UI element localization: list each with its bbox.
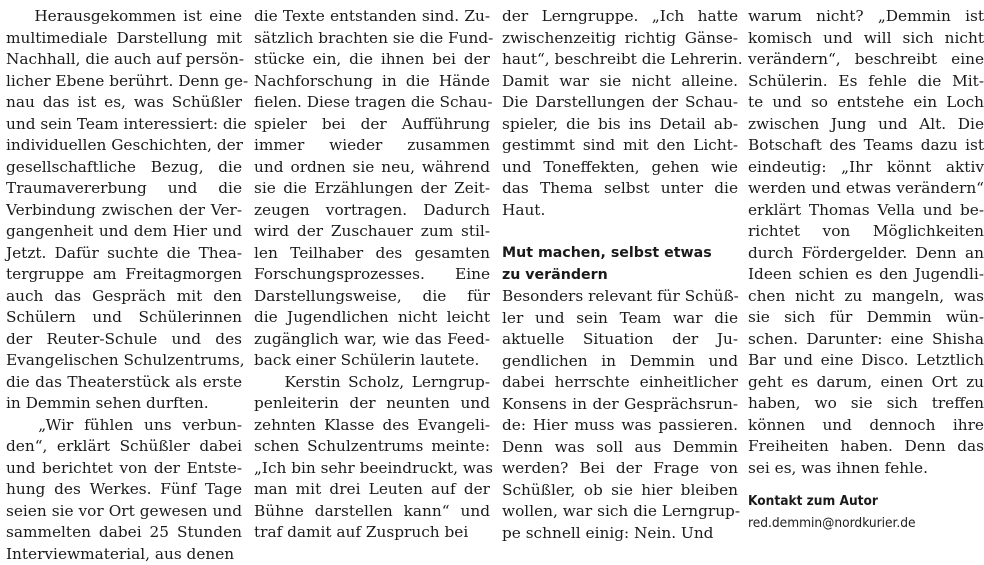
text-line: durch Fördergelder. Denn an bbox=[748, 243, 984, 265]
text-line: Haut. bbox=[502, 200, 738, 222]
text-line: chen nicht zu mangeln, was bbox=[748, 286, 984, 308]
text-line: Botschaft des Teams dazu ist bbox=[748, 135, 984, 157]
text-line: eindeutig: „Ihr könnt aktiv bbox=[748, 157, 984, 179]
text-line: verändern“, beschreibt eine bbox=[748, 49, 984, 71]
text-line: zwischen Jung und Alt. Die bbox=[748, 114, 984, 136]
text-line: gesellschaftliche Bezug, die bbox=[6, 157, 242, 179]
text-line: fielen. Diese tragen die Schau- bbox=[254, 92, 490, 114]
text-line: geht es darum, einen Ort zu bbox=[748, 372, 984, 394]
text-line: komisch und will sich nicht bbox=[748, 28, 984, 50]
text-line: und berichtet von der Entste- bbox=[6, 458, 242, 480]
text-line: sie die Erzählungen der Zeit- bbox=[254, 178, 490, 200]
text-line: warum nicht? „Demmin ist bbox=[748, 6, 984, 28]
text-line: und Toneffekten, gehen wie bbox=[502, 157, 738, 179]
text-line: sei es, was ihnen fehle. bbox=[748, 458, 984, 480]
text-line: „Ich bin sehr beeindruckt, was bbox=[254, 458, 490, 480]
text-line: zugänglich war, wie das Feed- bbox=[254, 329, 490, 351]
article-column-2 bbox=[254, 6, 490, 544]
text-line: schen. Darunter: eine Shisha bbox=[748, 329, 984, 351]
text-line: richtet von Möglichkeiten bbox=[748, 221, 984, 243]
text-line: pe schnell einig: Nein. Und bbox=[502, 523, 738, 545]
text-line: schen Schulzentrums meinte: bbox=[254, 436, 490, 458]
text-line: können und dennoch ihre bbox=[748, 415, 984, 437]
text-line: der Reuter-Schule und des bbox=[6, 329, 242, 351]
text-line: Denn was soll aus Demmin bbox=[502, 437, 738, 459]
text-line: Konsens in der Gesprächsrun- bbox=[502, 394, 738, 416]
text-line: werden? Bei der Frage von bbox=[502, 458, 738, 480]
text-line: „Wir fühlen uns verbun- bbox=[6, 415, 242, 437]
text-line: die das Theaterstück als erste bbox=[6, 372, 242, 394]
text-line: Ideen schien es den Jugendli- bbox=[748, 264, 984, 286]
text-line: immer wieder zusammen bbox=[254, 135, 490, 157]
text-line: Herausgekommen ist eine bbox=[6, 6, 242, 28]
text-line: Nachhall, die auch auf persön- bbox=[6, 49, 242, 71]
text-line: dabei herrschte einheitlicher bbox=[502, 372, 738, 394]
text-line: Schüßler, ob sie hier bleiben bbox=[502, 480, 738, 502]
text-line: sammelten dabei 25 Stunden bbox=[6, 522, 242, 544]
text-line: Schülern und Schülerinnen bbox=[6, 307, 242, 329]
text-line: sie sich für Demmin wün- bbox=[748, 307, 984, 329]
text-line: zwischenzeitig richtig Gänse- bbox=[502, 28, 738, 50]
text-line: Damit war sie nicht alleine. bbox=[502, 71, 738, 93]
text-line: zeugen vortragen. Dadurch bbox=[254, 200, 490, 222]
text-line: den“, erklärt Schüßler dabei bbox=[6, 436, 242, 458]
text-line: Bar und eine Disco. Letztlich bbox=[748, 350, 984, 372]
text-line: Darstellungsweise, die für bbox=[254, 286, 490, 308]
text-line: der Lerngruppe. „Ich hatte bbox=[502, 6, 738, 28]
text-line: gangenheit und dem Hier und bbox=[6, 221, 242, 243]
text-line: aktuelle Situation der Ju- bbox=[502, 329, 738, 351]
text-line: nau das ist es, was Schüßler bbox=[6, 92, 242, 114]
text-line: spieler bei der Aufführung bbox=[254, 114, 490, 136]
text-line: sätzlich brachten sie die Fund- bbox=[254, 28, 490, 50]
text-line: stücke ein, die ihnen bei der bbox=[254, 49, 490, 71]
text-line: man mit drei Leuten auf der bbox=[254, 479, 490, 501]
article-column-3 bbox=[502, 6, 738, 544]
text-line: zehnten Klasse des Evangeli- bbox=[254, 415, 490, 437]
text-line: multimediale Darstellung mit bbox=[6, 28, 242, 50]
text-line: spieler, die bis ins Detail ab- bbox=[502, 114, 738, 136]
text-line: Verbindung zwischen der Ver- bbox=[6, 200, 242, 222]
contact-label: Kontakt zum Autor bbox=[748, 491, 984, 513]
text-line: len Teilhaber des gesamten bbox=[254, 243, 490, 265]
text-line: ler und sein Team war die bbox=[502, 308, 738, 330]
text-line: Besonders relevant für Schüß- bbox=[502, 286, 738, 308]
text-line: haben, wo sie sich treffen bbox=[748, 393, 984, 415]
text-line: wollen, war sich die Lerngrup- bbox=[502, 501, 738, 523]
text-line: individuellen Geschichten, der bbox=[6, 135, 242, 157]
text-line: de: Hier muss was passieren. bbox=[502, 415, 738, 437]
text-line: Kerstin Scholz, Lerngrup- bbox=[254, 372, 490, 394]
text-line: die Texte entstanden sind. Zu- bbox=[254, 6, 490, 28]
text-line: Die Darstellungen der Schau- bbox=[502, 92, 738, 114]
article-column-1 bbox=[6, 6, 242, 565]
text-line: haut“, beschreibt die Lehrerin. bbox=[502, 49, 738, 71]
text-line: das Thema selbst unter die bbox=[502, 178, 738, 200]
text-line: in Demmin sehen durften. bbox=[6, 393, 242, 415]
text-line: die Jugendlichen nicht leicht bbox=[254, 307, 490, 329]
text-line: werden und etwas verändern“ bbox=[748, 178, 984, 200]
article-column-4 bbox=[748, 6, 984, 534]
section-heading: zu verändern bbox=[502, 265, 738, 287]
contact-email: red.demmin@nordkurier.de bbox=[748, 513, 984, 535]
text-line: auch das Gespräch mit den bbox=[6, 286, 242, 308]
text-line: back einer Schülerin lautete. bbox=[254, 350, 490, 372]
text-line: gestimmt sind mit den Licht- bbox=[502, 135, 738, 157]
text-line: hung des Werkes. Fünf Tage bbox=[6, 479, 242, 501]
text-line: Forschungsprozesses. Eine bbox=[254, 264, 490, 286]
text-line: wird der Zuschauer zum stil- bbox=[254, 221, 490, 243]
text-line: und sein Team interessiert: die bbox=[6, 114, 242, 136]
text-line: Bühne darstellen kann“ und bbox=[254, 501, 490, 523]
text-line: Schülerin. Es fehle die Mit- bbox=[748, 71, 984, 93]
text-line: Nachforschung in die Hände bbox=[254, 71, 490, 93]
section-heading: Mut machen, selbst etwas bbox=[502, 243, 738, 265]
section-gap bbox=[502, 221, 738, 243]
text-line: penleiterin der neunten und bbox=[254, 393, 490, 415]
text-line: Jetzt. Dafür suchte die Thea- bbox=[6, 243, 242, 265]
text-line: Interviewmaterial, aus denen bbox=[6, 544, 242, 565]
text-line: licher Ebene berührt. Denn ge- bbox=[6, 71, 242, 93]
contact-gap bbox=[748, 479, 984, 491]
text-line: te und so entstehe ein Loch bbox=[748, 92, 984, 114]
text-line: gendlichen in Demmin und bbox=[502, 351, 738, 373]
text-line: Evangelischen Schulzentrums, bbox=[6, 350, 242, 372]
text-line: und ordnen sie neu, während bbox=[254, 157, 490, 179]
text-line: tergruppe am Freitagmorgen bbox=[6, 264, 242, 286]
text-line: Traumavererbung und die bbox=[6, 178, 242, 200]
text-line: Freiheiten haben. Denn das bbox=[748, 436, 984, 458]
text-line: seien sie vor Ort gewesen und bbox=[6, 501, 242, 523]
text-line: erklärt Thomas Vella und be- bbox=[748, 200, 984, 222]
text-line: traf damit auf Zuspruch bei bbox=[254, 522, 490, 544]
